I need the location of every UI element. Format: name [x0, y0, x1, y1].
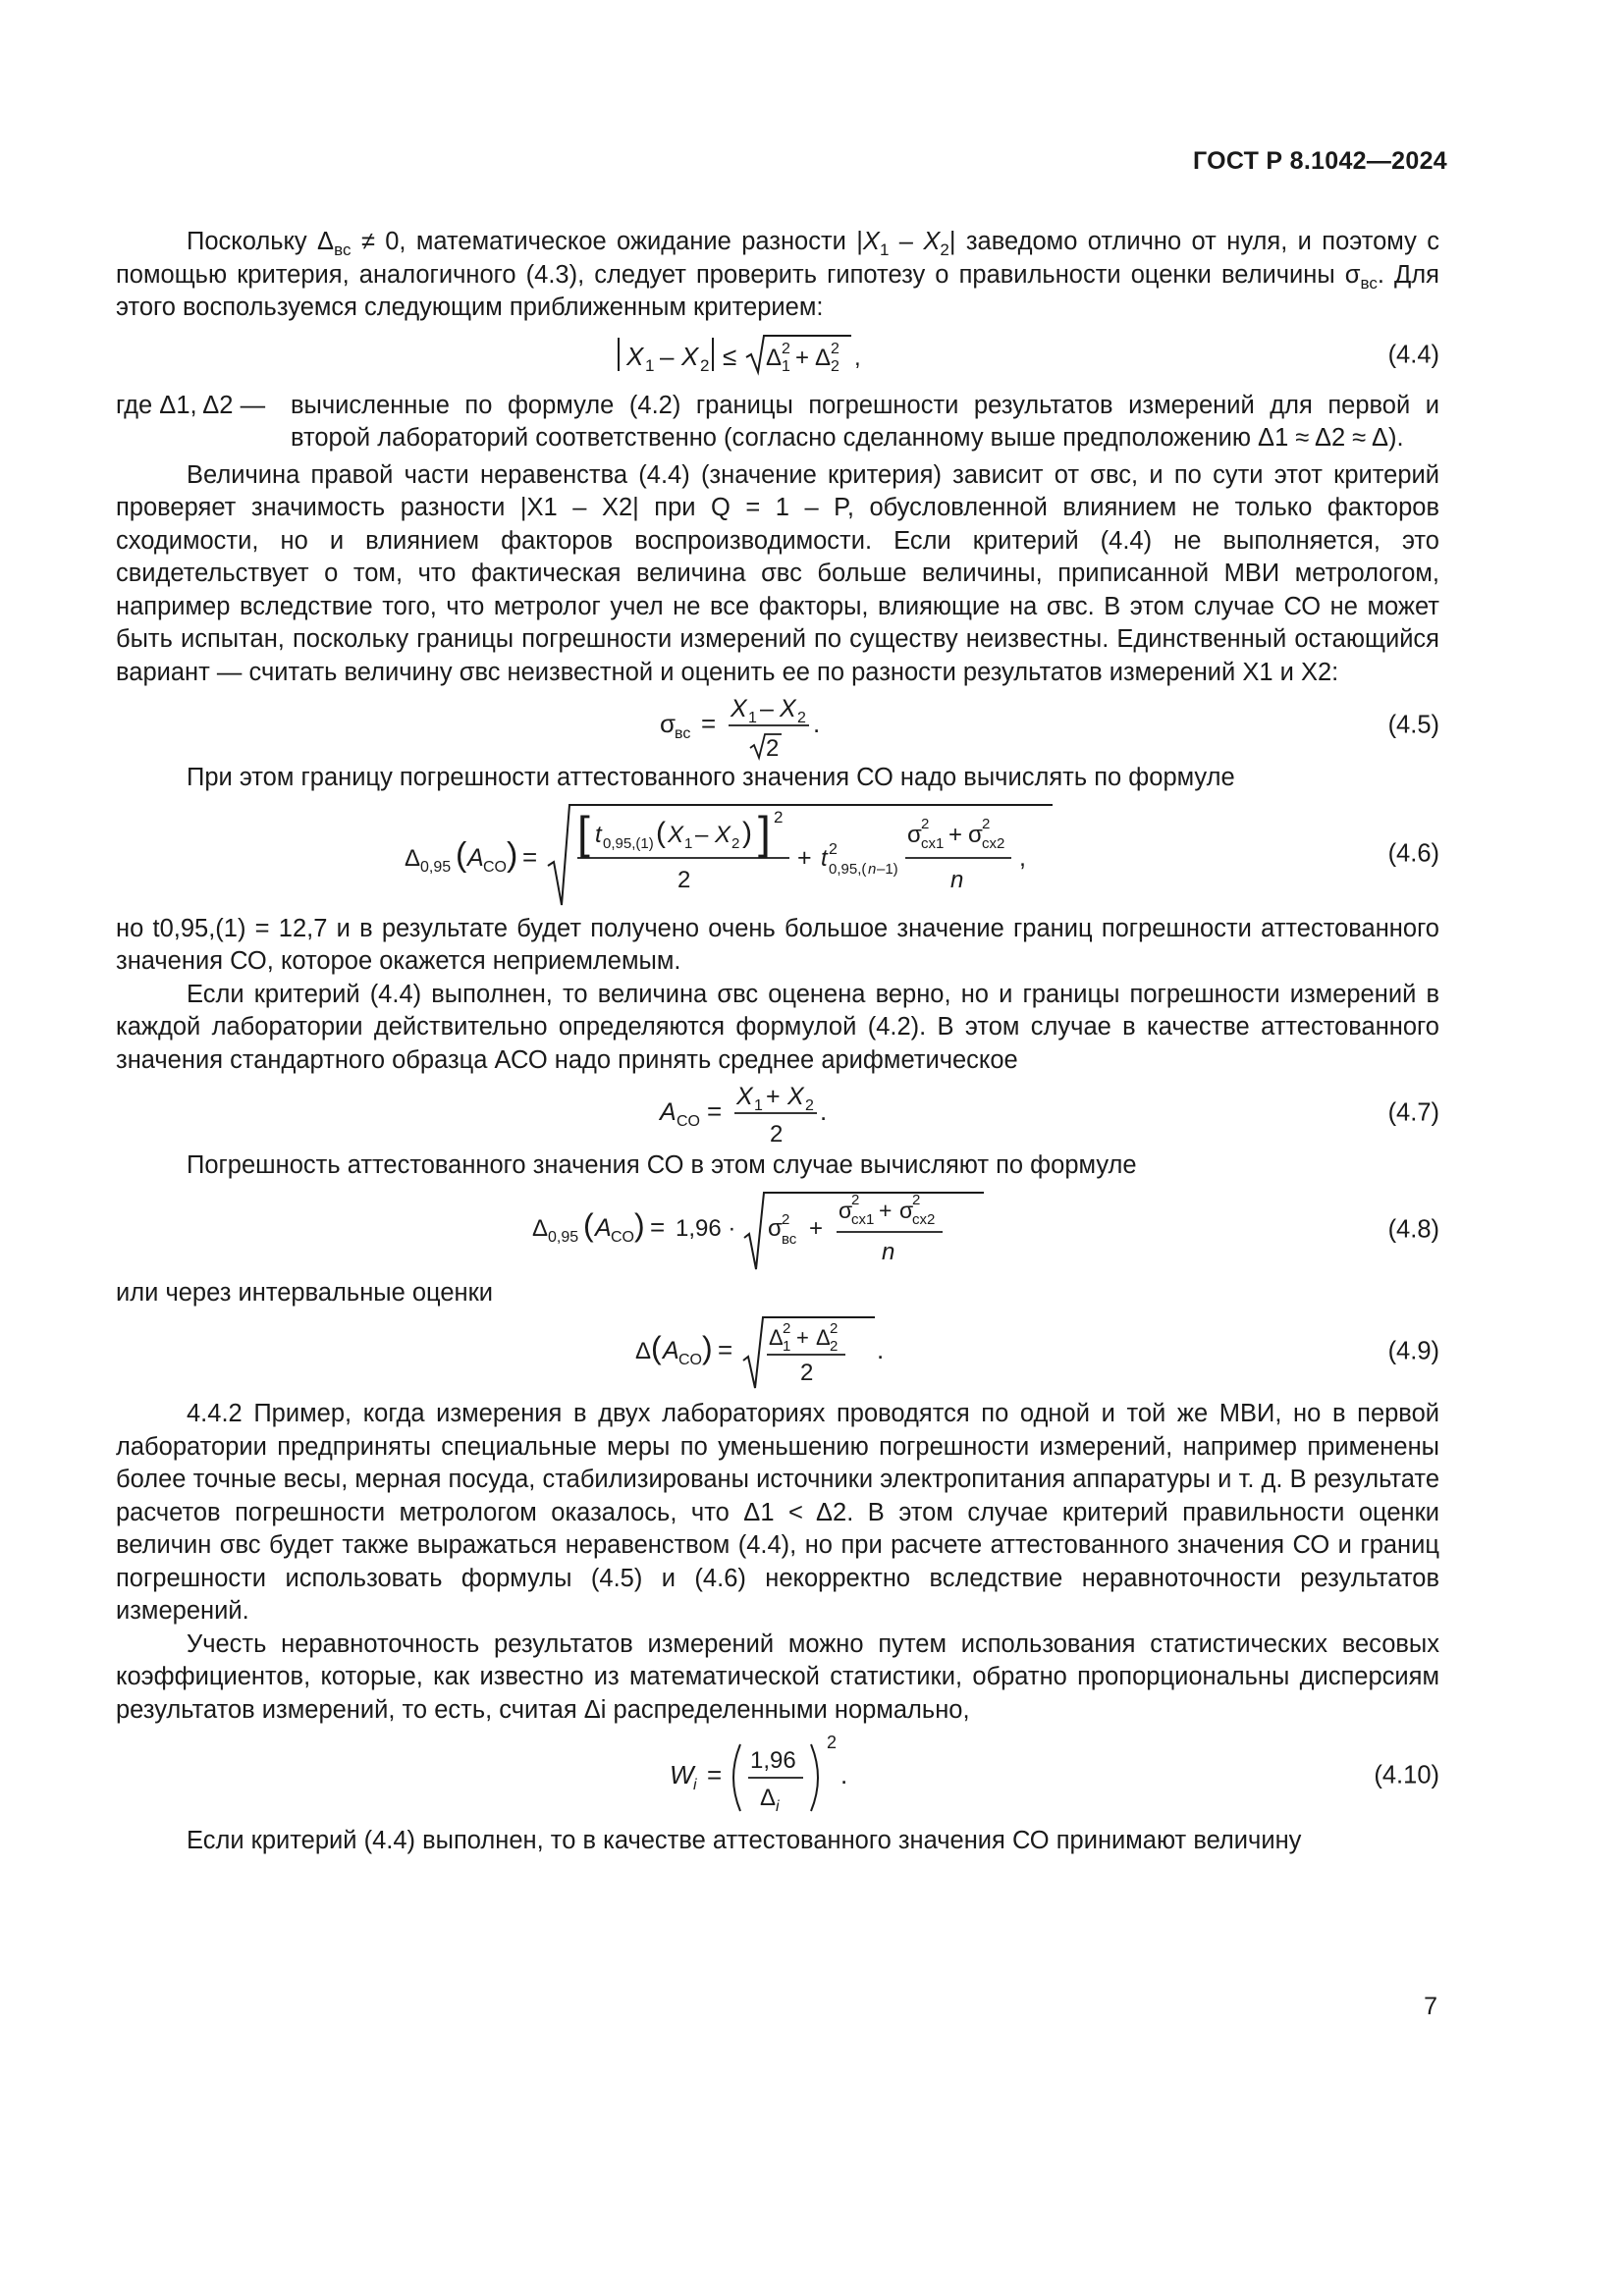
svg-text:–1): –1) [877, 860, 898, 878]
svg-text:t: t [595, 821, 602, 848]
svg-text:1,96 ·: 1,96 · [676, 1214, 736, 1242]
svg-text:1: 1 [783, 1338, 791, 1355]
svg-text:2: 2 [782, 1210, 790, 1228]
equation-number: (4.8) [1387, 1214, 1439, 1243]
svg-text:2: 2 [770, 1121, 784, 1148]
svg-text:=: = [707, 1096, 723, 1126]
svg-text:i: i [776, 1798, 780, 1815]
svg-text:+: + [766, 1083, 781, 1110]
svg-text:Δ: Δ [769, 1325, 784, 1350]
svg-text:W: W [670, 1760, 694, 1789]
equation-4-5-formula [660, 689, 895, 762]
svg-text:σ: σ [907, 821, 922, 848]
equation-number: (4.9) [1387, 1337, 1439, 1365]
svg-text:2: 2 [830, 1338, 839, 1355]
svg-text:2: 2 [830, 1320, 839, 1337]
equation-4-5 [116, 689, 1439, 762]
svg-text:): ) [742, 816, 752, 849]
equation-4-8 [116, 1183, 1439, 1277]
svg-text:(: ( [583, 1206, 594, 1243]
equation-4-8-formula [532, 1183, 1023, 1277]
svg-text:X: X [787, 1083, 804, 1110]
svg-text:CO: CO [677, 1113, 700, 1130]
paragraph-5: Если критерий (4.4) выполнен, то величина σвс оценена верно, но и границы погрешности измерений в каждой лаборатории действительно определяются формулой (4.2). В этом случае в качестве аттестованного значения стандартного образца АСО надо принять среднее арифметическое [116, 980, 1439, 1074]
svg-text:вс: вс [782, 1230, 797, 1248]
svg-text:.: . [840, 1760, 848, 1789]
svg-text:CO: CO [611, 1228, 634, 1246]
svg-text:Δ: Δ [816, 1325, 831, 1350]
svg-text:0,95,(1): 0,95,(1) [603, 834, 654, 852]
svg-text:2: 2 [783, 1320, 791, 1337]
svg-text:сх1: сх1 [851, 1210, 875, 1228]
svg-text:вс: вс [675, 725, 691, 742]
equation-4-10-formula [670, 1727, 886, 1825]
svg-text:=: = [707, 1760, 723, 1789]
svg-text:σ: σ [660, 709, 677, 738]
svg-text:–: – [660, 341, 675, 371]
equation-number: (4.10) [1374, 1761, 1439, 1789]
paragraph-6: Погрешность аттестованного значения СО в этом случае вычисляют по формуле [187, 1151, 1137, 1179]
svg-text:,: , [1019, 843, 1026, 872]
svg-text:+: + [796, 1325, 809, 1350]
svg-text:X: X [681, 341, 699, 371]
svg-text:i: i [693, 1777, 697, 1793]
equation-number: (4.4) [1387, 340, 1439, 368]
page-number: 7 [1424, 1993, 1437, 2020]
svg-text:A: A [660, 1098, 677, 1126]
svg-text:X: X [626, 341, 644, 371]
where-text: вычисленные по формуле (4.2) границы погрешности результатов измерений для первой и второй лабораторий соответственно (согласно сделанному выше предположению Δ1 ≈ Δ2 ≈ Δ). [291, 391, 1439, 452]
svg-text:0,95: 0,95 [548, 1228, 579, 1246]
svg-text:+: + [809, 1214, 824, 1242]
svg-text:X: X [731, 695, 747, 722]
svg-text:+: + [948, 821, 963, 848]
equation-number: (4.5) [1387, 711, 1439, 739]
svg-text:2: 2 [921, 815, 930, 832]
svg-text:[: [ [577, 806, 590, 858]
equation-4-6-formula [405, 795, 1151, 913]
svg-text:=: = [522, 841, 538, 872]
svg-text:Δ: Δ [766, 344, 783, 371]
svg-text:2: 2 [829, 840, 838, 858]
equation-4-7 [116, 1077, 1439, 1149]
svg-text:CO: CO [678, 1352, 702, 1368]
paragraph-7: или через интервальные оценки [116, 1278, 494, 1307]
svg-text:): ) [634, 1206, 645, 1243]
where-label: где Δ1, Δ2 — [116, 391, 266, 419]
svg-text:2: 2 [851, 1191, 860, 1208]
svg-text:X: X [780, 695, 796, 722]
svg-text:2: 2 [700, 355, 710, 375]
svg-text:,: , [854, 344, 861, 371]
svg-text:=: = [701, 709, 717, 738]
equation-4-9-formula [635, 1309, 920, 1394]
svg-text:2: 2 [982, 815, 991, 832]
svg-text:+: + [797, 843, 812, 872]
page-content [116, 226, 1439, 1858]
svg-text:(: ( [651, 1330, 662, 1365]
equation-4-9 [116, 1309, 1439, 1394]
svg-text:.: . [820, 1096, 828, 1126]
svg-text:A: A [467, 843, 484, 872]
svg-text:(: ( [656, 816, 666, 849]
svg-text:2: 2 [800, 1360, 814, 1386]
svg-text:2: 2 [677, 866, 691, 893]
svg-text:+: + [879, 1197, 893, 1223]
svg-text:сх2: сх2 [912, 1210, 936, 1228]
svg-text:≤: ≤ [723, 341, 737, 371]
equation-number: (4.7) [1387, 1098, 1439, 1127]
svg-text:A: A [595, 1213, 612, 1242]
svg-text:X: X [715, 821, 731, 848]
paragraph-8: 4.4.2 Пример, когда измерения в двух лабораториях проводятся по одной и той же МВИ, но в первой лаборатории предприняты специальные меры по уменьшению погрешности измерений, например применены более точные весы, мерная посуда, стабилизированы источники электропитания аппаратуры и т. д. В результате расчетов погрешности метрологом оказалось, что Δ1 < Δ2. В этом случае критерий правильности оценки величин σвс будет также выражаться неравенством (4.4), но при расчете аттестованного значения СО и границ погрешности использовать формулы (4.5) и (4.6) некорректно вследствие неравноточности результатов измерений. [116, 1400, 1439, 1625]
svg-text:(: ( [456, 835, 467, 874]
paragraph-4: но t0,95,(1) = 12,7 и в результате будет получено очень большое значение границ погрешности аттестованного значения СО, которое окажется неприемлемым. [116, 914, 1439, 975]
svg-text:2: 2 [912, 1191, 921, 1208]
svg-text:2: 2 [831, 340, 839, 357]
svg-text:–: – [695, 821, 709, 848]
svg-text:]: ] [758, 806, 771, 858]
equation-4-10 [116, 1727, 1439, 1825]
svg-text:2: 2 [731, 834, 740, 852]
svg-text:1,96: 1,96 [750, 1747, 796, 1774]
svg-text:.: . [813, 709, 821, 738]
svg-text:сх1: сх1 [921, 834, 945, 852]
svg-text:n: n [868, 860, 877, 878]
equation-4-4 [116, 325, 1439, 386]
svg-text:X: X [736, 1083, 753, 1110]
svg-text:2: 2 [766, 735, 780, 762]
svg-text:=: = [718, 1335, 733, 1364]
svg-text:2: 2 [805, 1097, 814, 1114]
svg-text:2: 2 [797, 710, 806, 726]
svg-text:0,95: 0,95 [420, 858, 452, 876]
svg-text:2: 2 [831, 357, 839, 375]
svg-text:n: n [882, 1238, 895, 1265]
svg-text:=: = [650, 1211, 666, 1242]
paragraph-1: Поскольку $\Delta_{вс} \ne 0$, математическое ожидание разности $|X_1 - X_2|$ заведомо отлично от нуля, и поэтому с помощью критерия, аналогичного (4.3), следует проверить гипотезу о правильности оценки величины $\sigma_{вс}$. Для этого воспользуемся следующим приближенным критерием: [116, 228, 1439, 321]
svg-text:σ: σ [968, 821, 983, 848]
svg-text:t: t [821, 844, 828, 872]
svg-text:Δ: Δ [405, 844, 421, 872]
svg-text:.: . [877, 1335, 885, 1364]
svg-text:0,95,(: 0,95,( [829, 860, 867, 878]
svg-text:1: 1 [748, 710, 757, 726]
svg-text:σ: σ [839, 1197, 853, 1223]
svg-text:Δ: Δ [760, 1785, 777, 1811]
svg-text:Δ: Δ [635, 1338, 652, 1364]
svg-text:–: – [760, 695, 774, 722]
svg-text:сх2: сх2 [982, 834, 1005, 852]
equation-4-6 [116, 795, 1439, 913]
svg-text:2: 2 [774, 807, 784, 827]
svg-text:n: n [950, 866, 964, 893]
svg-text:1: 1 [754, 1097, 763, 1114]
svg-text:): ) [507, 835, 518, 874]
svg-text:1: 1 [782, 357, 790, 375]
svg-text:σ: σ [768, 1214, 783, 1242]
svg-text:A: A [663, 1337, 679, 1364]
paragraph-3: При этом границу погрешности аттестованного значения СО надо вычислять по формуле [187, 764, 1235, 791]
svg-text:Δ: Δ [815, 344, 832, 371]
svg-text:CO: CO [483, 858, 507, 876]
svg-text:σ: σ [899, 1197, 914, 1223]
equation-4-4-formula [611, 326, 945, 385]
svg-text:1: 1 [684, 834, 693, 852]
paragraph-2: Величина правой части неравенства (4.4) (значение критерия) зависит от σвс, и по сути этот критерий проверяет значимость разности |X1 – X2| при Q = 1 – P, обусловленной влиянием не только факторов сходимости, но и влиянием факторов воспроизводимости. Если критерий (4.4) не выполняется, это свидетельствует о том, что фактическая величина σвс больше величины, приписанной МВИ метрологом, например вследствие того, что метролог учел не все факторы, влияющие на σвс. В этом случае СО не может быть испытан, поскольку границы погрешности измерений по существу неизвестны. Единственный остающийся вариант — считать величину σвс неизвестной и оценить ее по разности результатов измерений X1 и X2: [116, 460, 1439, 686]
svg-text:): ) [702, 1330, 713, 1365]
svg-text:2: 2 [827, 1733, 838, 1752]
svg-text:1: 1 [645, 355, 655, 375]
svg-text:2: 2 [782, 340, 790, 357]
where-clause [116, 390, 1439, 455]
svg-text:X: X [668, 821, 684, 848]
svg-text:Δ: Δ [532, 1214, 549, 1242]
svg-text:+: + [795, 344, 810, 371]
document-code-header: ГОСТ Р 8.1042—2024 [1192, 147, 1447, 175]
equation-4-7-formula [660, 1077, 895, 1149]
equation-number: (4.6) [1387, 838, 1439, 867]
paragraph-10: Если критерий (4.4) выполнен, то в качестве аттестованного значения СО принимают величину [187, 1827, 1302, 1854]
paragraph-9: Учесть неравноточность результатов измерений можно путем использования статистических весовых коэффициентов, которые, как известно из математической статистики, обратно пропорциональны дисперсиям результатов измерений, то есть, считая Δi распределенными нормально, [116, 1629, 1439, 1724]
